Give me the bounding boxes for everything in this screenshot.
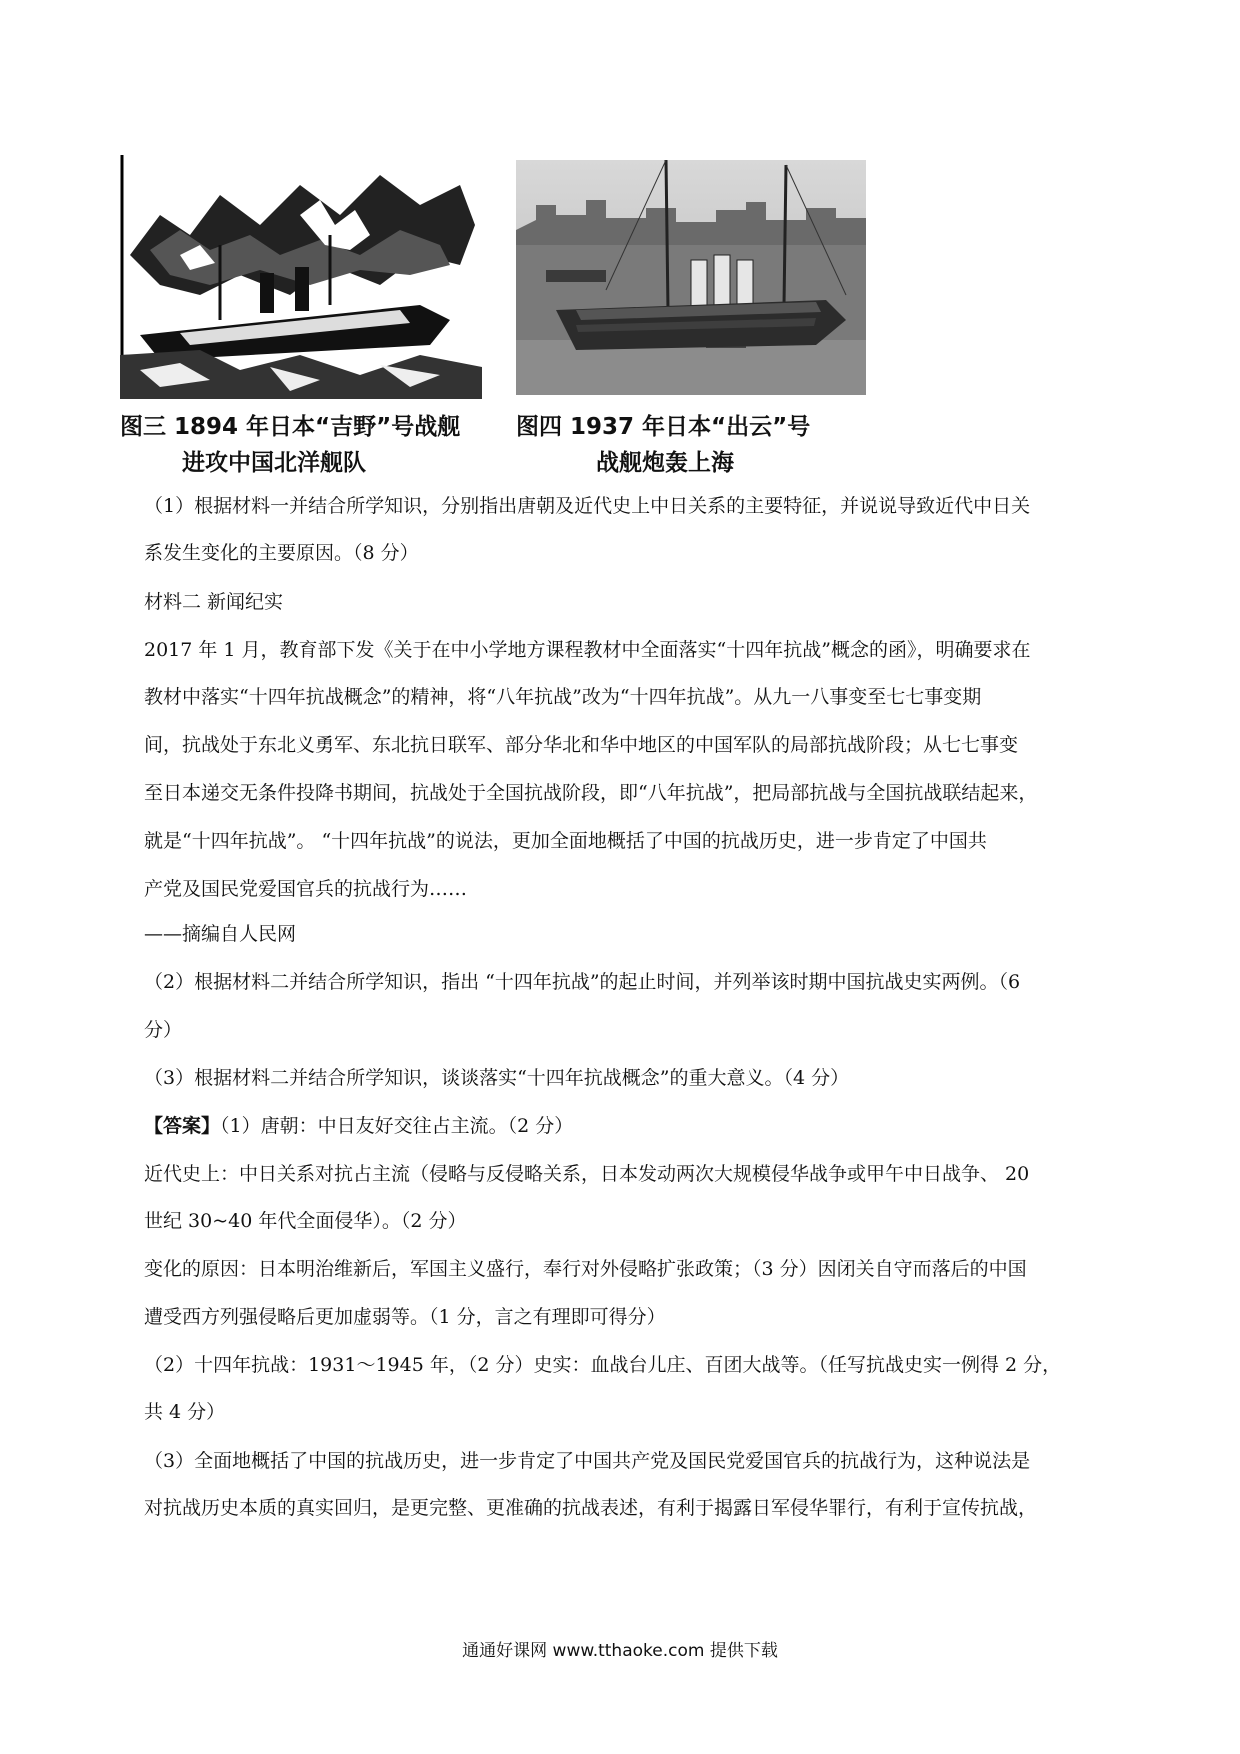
- material-two-source: ——摘编自人民网: [144, 923, 297, 945]
- figure-three-caption-line-2: 进攻中国北洋舰队: [182, 450, 366, 476]
- material-two-line-1: 2017 年 1 月，教育部下发《关于在中小学地方课程教材中全面落实“十四年抗战”概念的函》，明确要求在: [144, 639, 1031, 661]
- question-2-line-2: 分）: [144, 1019, 183, 1041]
- question-1-line-2: 系发生变化的主要原因。（8 分）: [144, 542, 419, 564]
- warship-battle-illustration: [120, 155, 482, 399]
- figure-four-caption-line-2: 战舰炮轰上海: [596, 450, 734, 476]
- answer-line-1: [144, 1112, 1134, 1140]
- material-two-heading: 材料二 新闻纪实: [144, 591, 284, 613]
- warship-harbor-photo: [516, 160, 866, 395]
- figure-four-image: [516, 160, 866, 395]
- answer-line-6: （2）十四年抗战：1931～1945 年，（2 分）史实：血战台儿庄、百团大战等。（任写抗战史实一例得 2 分，: [144, 1354, 1062, 1376]
- material-two-line-5: 就是“十四年抗战”。 “十四年抗战”的说法，更加全面地概括了中国的抗战历史，进一步肯定了中国共: [144, 830, 987, 852]
- page-footer: 通通好课网 www.tthaoke.com 提供下载: [462, 1641, 778, 1661]
- answer-line-5: 遭受西方列强侵略后更加虚弱等。（1 分，言之有理即可得分）: [144, 1306, 666, 1328]
- figure-four-caption-line-1: 图四 1937 年日本“出云”号: [516, 414, 811, 440]
- figure-three-image: [120, 155, 482, 399]
- answer-line-7: 共 4 分）: [144, 1401, 226, 1423]
- question-1-line-1: （1）根据材料一并结合所学知识，分别指出唐朝及近代史上中日关系的主要特征，并说说导致近代中日关: [144, 495, 1031, 517]
- answer-label: 【答案】: [144, 1115, 221, 1137]
- answer-1-tang: （1）唐朝：中日友好交往占主流。（2 分）: [220, 1115, 574, 1137]
- material-two-line-3: 间，抗战处于东北义勇军、东北抗日联军、部分华北和华中地区的中国军队的局部抗战阶段；从七七事变: [144, 734, 1019, 756]
- answer-line-2: 近代史上：中日关系对抗占主流（侵略与反侵略关系，日本发动两次大规模侵华战争或甲午中日战争、 20: [144, 1163, 1030, 1185]
- material-two-line-2: 教材中落实“十四年抗战概念”的精神，将“八年抗战”改为“十四年抗战”。从九一八事变至七七事变期: [144, 686, 982, 708]
- answer-line-8: （3）全面地概括了中国的抗战历史，进一步肯定了中国共产党及国民党爱国官兵的抗战行为，这种说法是: [144, 1450, 1031, 1472]
- answer-line-3: 世纪 30~40 年代全面侵华）。（2 分）: [144, 1210, 467, 1232]
- answer-line-4: 变化的原因：日本明治维新后，军国主义盛行，奉行对外侵略扩张政策；（3 分）因闭关自守而落后的中国: [144, 1258, 1027, 1280]
- figure-three-caption-line-1: 图三 1894 年日本“吉野”号战舰: [120, 414, 461, 440]
- answer-line-9: 对抗战历史本质的真实回归，是更完整、更准确的抗战表述，有利于揭露日军侵华罪行，有利于宣传抗战，: [144, 1497, 1038, 1519]
- question-2-line-1: （2）根据材料二并结合所学知识，指出 “十四年抗战”的起止时间，并列举该时期中国抗战史实两例。（6: [144, 971, 1021, 993]
- material-two-line-6: 产党及国民党爱国官兵的抗战行为……: [144, 878, 468, 900]
- question-3: （3）根据材料二并结合所学知识，谈谈落实“十四年抗战概念”的重大意义。（4 分）: [144, 1067, 850, 1089]
- material-two-line-4: 至日本递交无条件投降书期间，抗战处于全国抗战阶段，即“八年抗战”，把局部抗战与全国抗战联结起来，: [144, 782, 1038, 804]
